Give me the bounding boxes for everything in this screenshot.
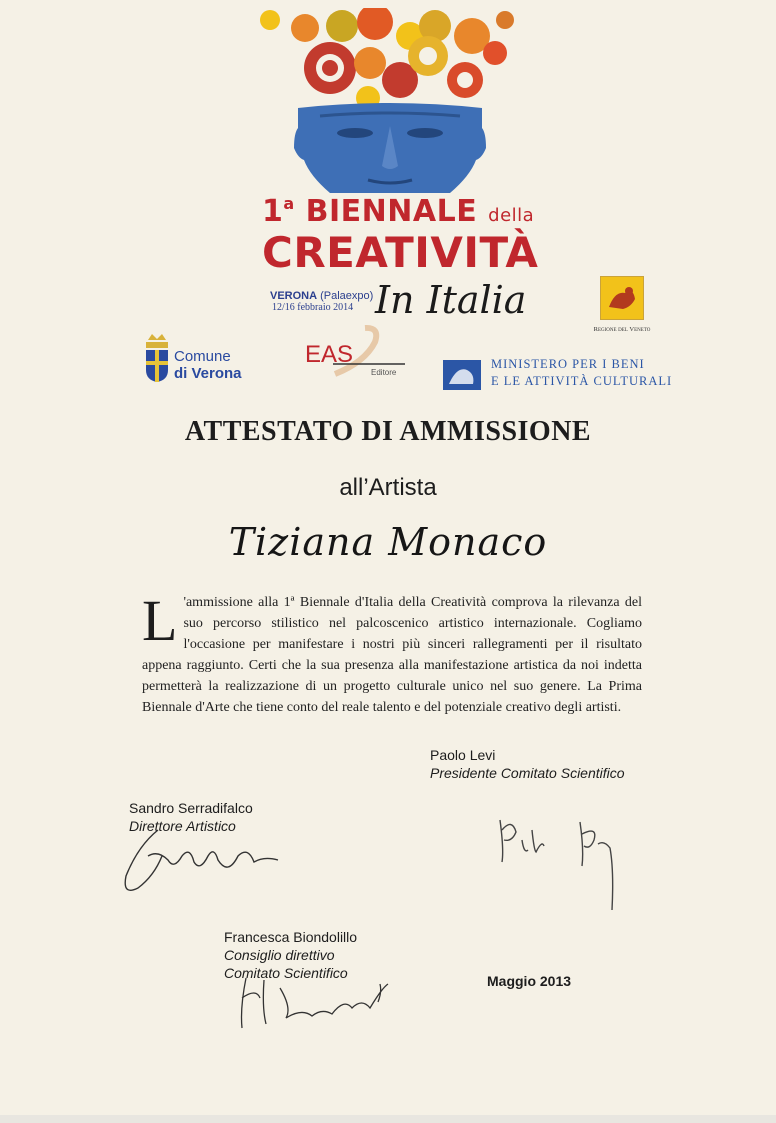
- president-signature: [494, 810, 634, 920]
- creative-head-gears-illustration: [250, 8, 530, 193]
- artist-name: Tiziana Monaco: [228, 520, 548, 564]
- certificate-title: ATTESTATO DI AMMISSIONE: [184, 416, 592, 447]
- event-title-line1: [262, 194, 535, 229]
- certificate-date: Maggio 2013: [487, 973, 572, 989]
- lion-emblem-icon: [600, 276, 644, 320]
- comune-line1: Comune: [174, 348, 231, 365]
- eas-logo-graphic: [305, 322, 415, 392]
- event-title-in-italia: In Italia: [375, 278, 527, 322]
- event-title-word1: BIENNALE: [305, 194, 478, 229]
- eas-label: Editore: [371, 368, 397, 377]
- event-title-word2: CREATIVITÀ: [262, 228, 539, 277]
- president-name: Paolo Levi: [430, 747, 496, 763]
- president-role: Presidente Comitato Scientifico: [430, 765, 625, 781]
- edition-suffix: a: [283, 194, 295, 213]
- comune-line2: di Verona: [174, 365, 242, 382]
- board-member-name: Francesca Biondolillo: [224, 929, 358, 945]
- verona-crest-icon: [144, 334, 170, 382]
- event-venue: [270, 290, 373, 302]
- event-title-della: della: [488, 205, 535, 226]
- drop-cap: L: [142, 588, 178, 653]
- certificate-body: [142, 588, 642, 718]
- venue-place: (Palaexpo): [320, 290, 374, 302]
- ministero-emblem-icon: [443, 360, 481, 390]
- regione-veneto-logo: [582, 276, 662, 333]
- regione-label: Regione del Veneto: [593, 326, 651, 333]
- artistic-director-role: Direttore Artistico: [129, 818, 236, 834]
- ministero-line2: E LE ATTIVITÀ CULTURALI: [491, 374, 673, 388]
- ministero-line1: MINISTERO PER I BENI: [491, 357, 645, 371]
- board-member-role2: Comitato Scientifico: [224, 965, 348, 981]
- event-dates: 12/16 febbraio 2014: [272, 302, 354, 313]
- certificate-body-text: 'ammissione alla 1ª Biennale d'Italia della Creatività comprova la rilevanza del suo percorso stilistico nel palcoscenico artistico internazionale. Cogliamo l'occasione per manifestare i nostri più sinceri rallegramenti per il risultato appena raggiunto. Certi che la sua presenza alla manifestazione artistica da noi indetta permetterà la realizzazione di un progetto culturale unico nel suo genere. La Prima Biennale d'Arte che tiene conto del reale talento e del potenziale creativo degli artisti.: [142, 595, 642, 715]
- eas-logo-text: EAS: [305, 341, 354, 368]
- comune-verona-logo: [144, 334, 242, 386]
- edition-number: 1: [262, 194, 284, 229]
- artistic-director-name: Sandro Serradifalco: [129, 800, 253, 816]
- president-signatory: [430, 746, 625, 782]
- venue-city: VERONA: [270, 290, 318, 302]
- eas-editore-logo: [305, 322, 415, 392]
- board-member-role1: Consiglio direttivo: [224, 947, 335, 963]
- certificate-subtitle: all’Artista: [339, 474, 437, 501]
- artistic-director-signature: [118, 826, 298, 906]
- board-member-signature: [232, 968, 412, 1038]
